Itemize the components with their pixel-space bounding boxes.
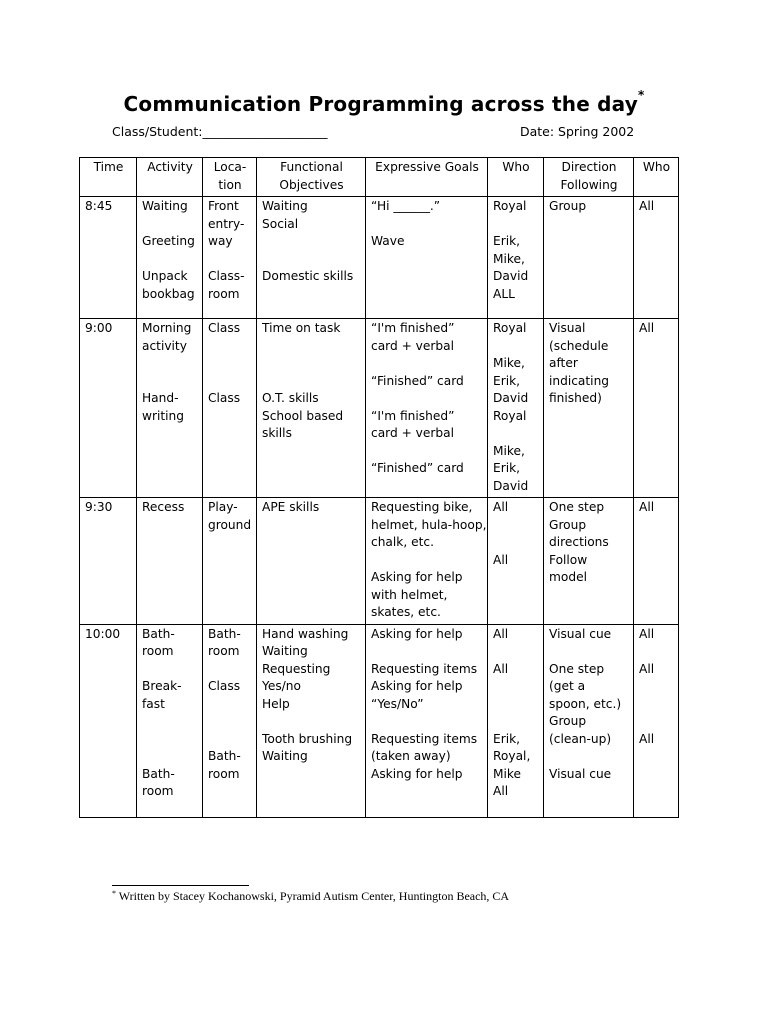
cell-who-2: All	[634, 498, 679, 625]
cell-location: Class Class	[203, 319, 257, 498]
cell-direction: Visual cue One step (get a spoon, etc.) Group (clean-up) Visual cue	[544, 624, 634, 817]
date-label: Date: Spring 2002	[520, 124, 635, 139]
table-row	[80, 319, 679, 498]
cell-direction: One step Group directions Follow model	[544, 498, 634, 625]
cell-who-2: All	[634, 319, 679, 498]
cell-objectives: Hand washing Waiting Requesting Yes/no Help Tooth brushing Waiting	[257, 624, 366, 817]
cell-objectives: Waiting Social Domestic skills	[257, 197, 366, 319]
cell-location: Bath- room Class Bath- room	[203, 624, 257, 817]
title-footnote-marker: *	[637, 88, 645, 102]
cell-who: All All Erik, Royal, Mike All	[488, 624, 544, 817]
cell-who: Royal Mike, Erik, David Royal Mike, Erik, David	[488, 319, 544, 498]
title-text: Communication Programming across the day	[123, 92, 638, 116]
page-title	[0, 88, 768, 116]
header-who-2: Who	[634, 158, 679, 197]
cell-activity: Morning activity Hand- writing	[137, 319, 203, 498]
cell-activity: Recess	[137, 498, 203, 625]
cell-location: Front entry- way Class- room	[203, 197, 257, 319]
cell-goals: Asking for help Requesting items Asking for help “Yes/No” Requesting items (taken away) Asking for help	[366, 624, 488, 817]
class-student-label: Class/Student:____________________	[112, 124, 328, 139]
table-row	[80, 624, 679, 817]
table-row	[80, 197, 679, 319]
footnote-text: Written by Stacey Kochanowski, Pyramid Autism Center, Huntington Beach, CA	[116, 889, 510, 903]
header-location: Loca- tion	[203, 158, 257, 197]
schedule-table	[79, 157, 679, 818]
cell-who: Royal Erik, Mike, David ALL	[488, 197, 544, 319]
cell-who: All All	[488, 498, 544, 625]
header-direction-following: Direction Following	[544, 158, 634, 197]
cell-goals: Requesting bike, helmet, hula-hoop, chalk, etc. Asking for help with helmet, skates, etc.	[366, 498, 488, 625]
header-activity: Activity	[137, 158, 203, 197]
header-time: Time	[80, 158, 137, 197]
cell-goals: “Hi ______.” Wave	[366, 197, 488, 319]
cell-time: 9:00	[80, 319, 137, 498]
footnote-divider	[112, 885, 249, 886]
cell-activity: Waiting Greeting Unpack bookbag	[137, 197, 203, 319]
footnote-marker: *	[112, 889, 116, 898]
cell-location: Play- ground	[203, 498, 257, 625]
cell-who-2: All All All	[634, 624, 679, 817]
cell-goals: “I'm finished” card + verbal “Finished” card “I'm finished” card + verbal “Finished” card	[366, 319, 488, 498]
cell-time: 8:45	[80, 197, 137, 319]
footnote	[112, 889, 509, 904]
header-functional-objectives: Functional Objectives	[257, 158, 366, 197]
cell-direction: Group	[544, 197, 634, 319]
cell-direction: Visual (schedule after indicating finished)	[544, 319, 634, 498]
cell-who-2: All	[634, 197, 679, 319]
cell-activity: Bath- room Break- fast Bath- room	[137, 624, 203, 817]
cell-objectives: Time on task O.T. skills School based skills	[257, 319, 366, 498]
cell-time: 9:30	[80, 498, 137, 625]
header-who: Who	[488, 158, 544, 197]
header-expressive-goals: Expressive Goals	[366, 158, 488, 197]
header-row	[80, 158, 679, 197]
cell-time: 10:00	[80, 624, 137, 817]
table-row	[80, 498, 679, 625]
cell-objectives: APE skills	[257, 498, 366, 625]
